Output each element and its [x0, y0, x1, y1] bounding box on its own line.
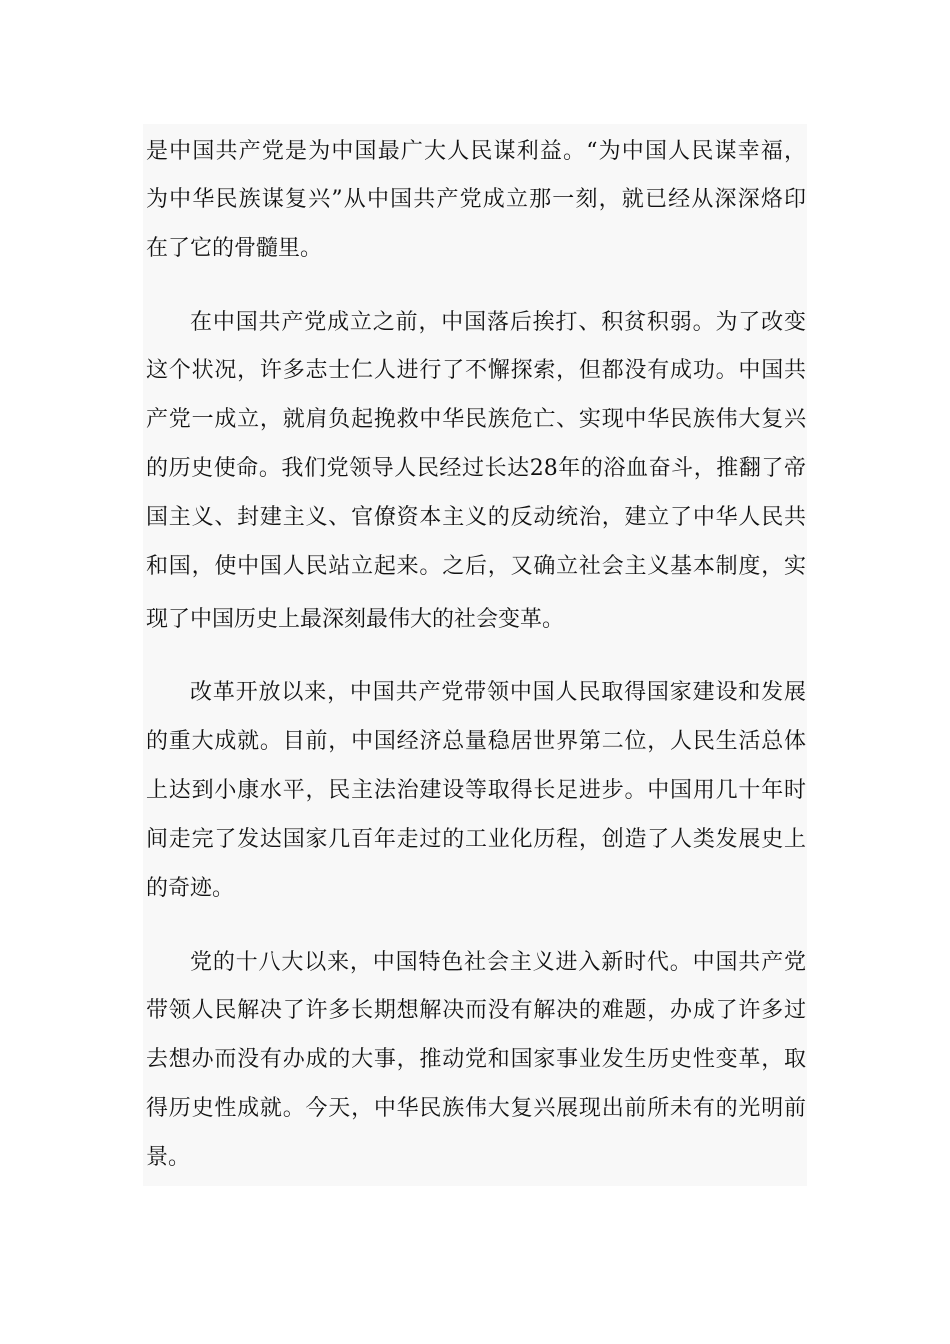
paragraph-2-line-2: 这个状况，许多志士仁人进行了不懈探索，但都没有成功。中国共	[146, 358, 806, 383]
paragraph-4-line-3: 去想办而没有办成的大事，推动党和国家事业发生历史性变革，取	[146, 1047, 806, 1072]
paragraph-3-line-4: 间走完了发达国家几百年走过的工业化历程，创造了人类发展史上	[146, 827, 806, 852]
paragraph-3-line-3: 上达到小康水平，民主法治建设等取得长足进步。中国用几十年时	[146, 778, 806, 803]
paragraph-2-line-5: 国主义、封建主义、官僚资本主义的反动统治，建立了中华人民共	[146, 505, 806, 530]
paragraph-2-line-3: 产党一成立，就肩负起挽救中华民族危亡、实现中华民族伟大复兴	[146, 407, 806, 432]
paragraph-3-line-2: 的重大成就。目前，中国经济总量稳居世界第二位，人民生活总体	[146, 729, 806, 754]
paragraph-1-line-3: 在了它的骨髓里。	[146, 236, 323, 261]
paragraph-2-line-7: 现了中国历史上最深刻最伟大的社会变革。	[146, 607, 565, 632]
paragraph-3-line-1: 改革开放以来，中国共产党带领中国人民取得国家建设和发展	[190, 680, 806, 705]
paragraph-4-line-4: 得历史性成就。今天，中华民族伟大复兴展现出前所未有的光明前	[146, 1096, 806, 1121]
paragraph-4-line-5: 景。	[146, 1145, 191, 1170]
paragraph-4-line-1: 党的十八大以来，中国特色社会主义进入新时代。中国共产党	[190, 950, 806, 975]
paragraph-4-line-2: 带领人民解决了许多长期想解决而没有解决的难题，办成了许多过	[146, 998, 806, 1023]
paragraph-2-line-4: 的历史使命。我们党领导人民经过长达28年的浴血奋斗，推翻了帝	[146, 456, 806, 481]
paragraph-1-line-2: 为中华民族谋复兴”从中国共产党成立那一刻，就已经从深深烙印	[146, 187, 806, 212]
paragraph-3-line-5: 的奇迹。	[146, 876, 235, 901]
paragraph-2-line-6: 和国，使中国人民站立起来。之后，又确立社会主义基本制度，实	[146, 554, 806, 579]
paragraph-1-line-1: 是中国共产党是为中国最广大人民谋利益。“为中国人民谋幸福，	[146, 139, 806, 164]
paragraph-2-line-1: 在中国共产党成立之前，中国落后挨打、积贫积弱。为了改变	[190, 310, 806, 335]
